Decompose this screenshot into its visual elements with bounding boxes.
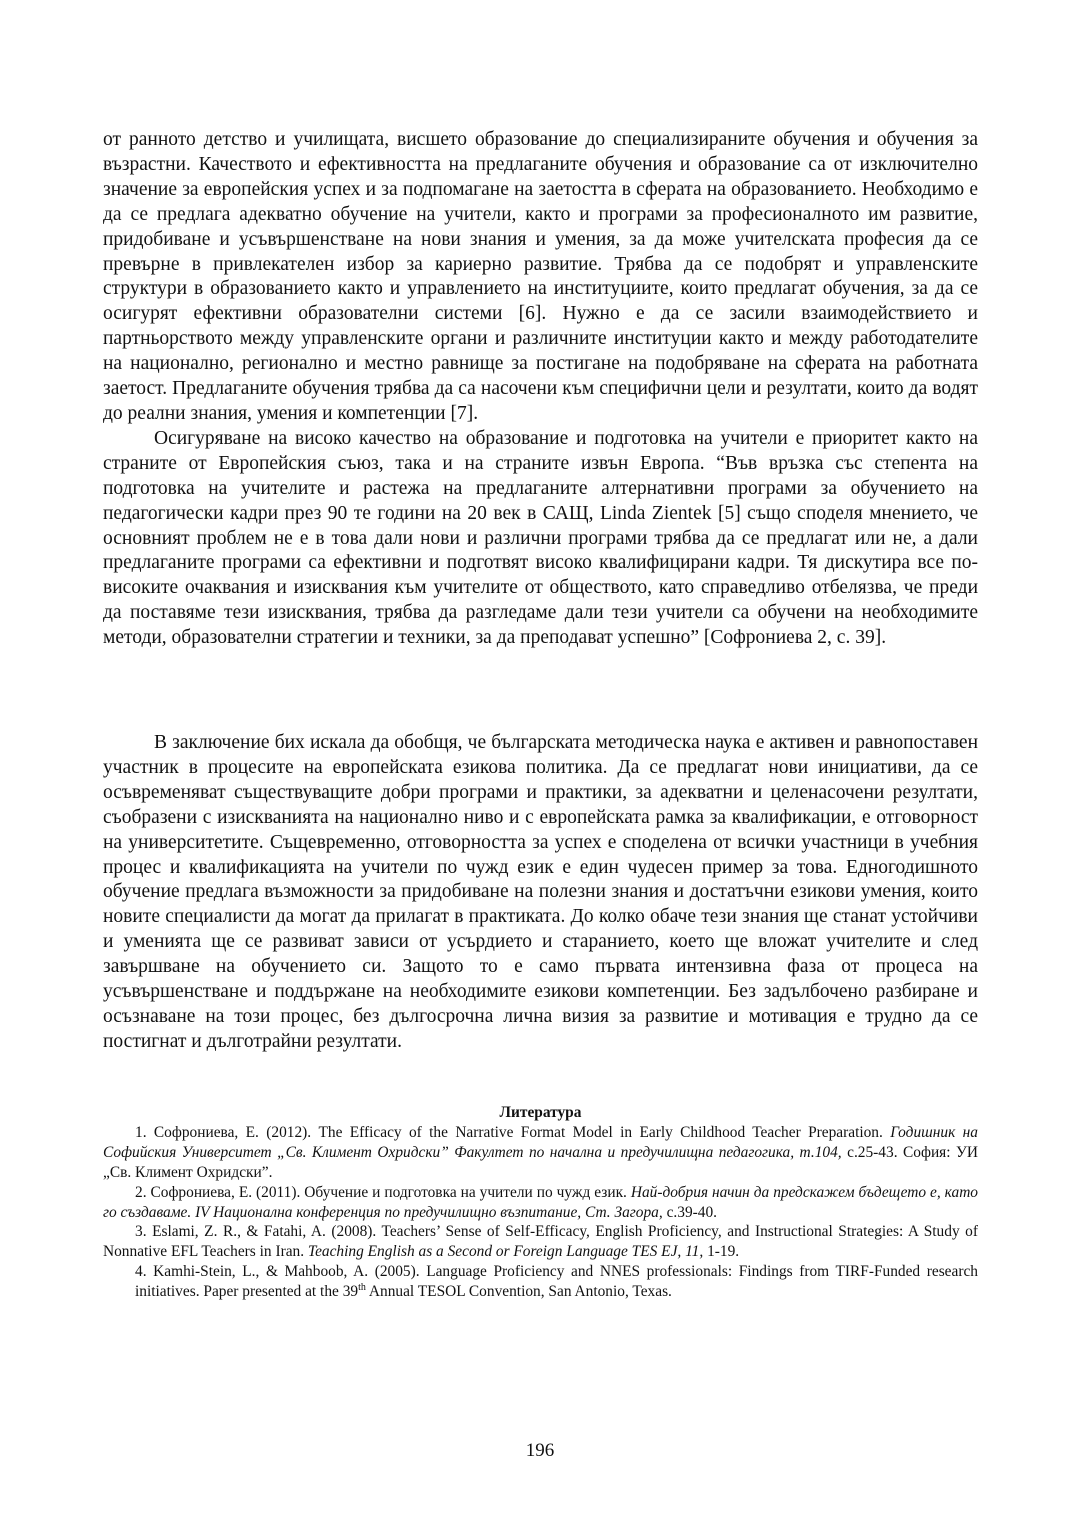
paragraph-1: от ранното детство и училищата, висшето образование до специализираните обучения и обучения за възрастни. Качеството и ефективността на предлаганите обучения и образование са от изключително значение за европейския успех и за подпомагане на заетостта в сферата на образованието. Необходимо е да се предлага адекватно обучение на учители, както и програми за професионалното им развитие, придобиване и усъвършенстване на нови знания и умения, за да може учителската професия да се превърне в привлекателен избор за кариерно развитие. Трябва да се подобрят и управленските структури в образованието както и управлението на институциите, които предлагат обучения, за да се осигурят ефективни образователни системи [6]. Нужно е да се засили взаимодействието и партньорството между управленските органи и различните институции както и между работодателите на национално, регионално и местно равнище за постигане на подобряване на сферата на работната заетост. Предлаганите обучения трябва да са насочени към специфични цели и резултати, които да водят до реални знания, умения и компетенции [7]. xyxy=(103,129,978,424)
conclusion-text xyxy=(103,731,978,1055)
reference-3-source: Teaching English as a Second or Foreign Language TES EJ, 11, xyxy=(307,1243,704,1261)
references-heading: Литература xyxy=(499,1104,582,1121)
paragraph-2: Осигуряване на високо качество на образование и подготовка на учители е приоритет както на страните от Европейския съюз, така и на страните извън Европа. “Във връзка със степента на подготовка на учителите и растежа на предлаганите алтернативни програми за обучението на педагогически кадри през 90 те години на 20 век в САЩ, Linda Zientek [5] също споделя мнението, че основният проблем не е в това дали нови и различни програми трябва да се предлагат или не, а дали предлаганите програми са ефективни и подготвят високо квалифицирани кадри. Тя дискутира все по-високите очаквания и изисквания към учителите от обществото, като справедливо отбелязва, че преди да поставяме тези изисквания, трябва да разгледаме дали тези учители са обучени на необходимите методи, образователни стратегии и техники, за да преподават успешно” [Софрониева 2, с. 39]. xyxy=(103,427,978,649)
reference-3-tail: 1-19. xyxy=(703,1243,740,1261)
reference-1-tail: с.25-43. София: УИ „Св. Климент Охридски”. xyxy=(103,1143,978,1181)
references-section xyxy=(103,1103,978,1302)
reference-2-source: Най-добрия начин да предскажем бъдещето е, като го създаваме. IV Национална конференция по предучилищно възпитание, Ст. Загора, xyxy=(103,1183,978,1221)
reference-4-text: 4. Kamhi-Stein, L., & Mahboob, A. (2005). Language Proficiency and NNES professionals: Findings from TIRF-Funded research initiatives. Paper presented at the 39 xyxy=(135,1263,978,1301)
page-number: 196 xyxy=(525,1440,555,1461)
paragraph-3: В заключение бих искала да обобщя, че българската методическа наука е активен и равнопоставен участник в процесите на европейската езикова политика. Да се предлагат нови инициативи, да се осъвременяват съществуващите добри програми и практики, за адекватни и целенасочени резултати, съобразени с изискванията на националнo ниво и с европейската рамка за квалификации, е отговорност на университетите. Същевременно, отговорността за успех е споделена от всички участници в учебния процес и квалификацията на учители по чужд език е един чудесен пример за това. Едногодишното обучение предлага възможности за придобиване на полезни знания и достатъчни езикови умения, които новите специалисти да могат да прилагат в практиката. До колко обаче тези знания ще станат устойчиви и уменията ще се развиват зависи от усърдието и старанието, което ще вложат учителите и след завършване на обучението си. Защото то е само първата интензивна фаза от процеса на усъвършенстване и поддържане на необходимите езикови компетенции. Без задълбочено разбиране и осъзнаване на този процес, без дългосрочна лична визия за развитие и мотивация е трудно да се постигнат и дълготрайни резултати. xyxy=(103,732,978,1052)
main-text xyxy=(103,128,978,651)
reference-item xyxy=(103,1222,978,1262)
reference-1-source: Годишник на Софийския Университет „Св. Климент Охридски” Факултет по начална и предучилищна педагогика, т.104, xyxy=(103,1123,978,1161)
reference-3-text: 3. Eslami, Z. R., & Fatahi, A. (2008). Teachers’ Sense of Self-Efficacy, English Proficiency, and Instructional Strategies: A Study of Nonnative EFL Teachers in Iran. xyxy=(103,1223,978,1261)
reference-item xyxy=(103,1183,978,1223)
reference-item xyxy=(103,1262,978,1302)
reference-item xyxy=(103,1123,978,1183)
reference-4-superscript: th xyxy=(358,1282,366,1294)
reference-4-tail: Annual TESOL Convention, San Antonio, Texas. xyxy=(365,1283,672,1301)
reference-2-text: 2. Софрониева, Е. (2011). Обучение и подготовка на учители по чужд език. xyxy=(135,1183,631,1201)
reference-2-tail: с.39-40. xyxy=(662,1203,717,1221)
reference-1-text: 1. Софрониева, Е. (2012). The Efficacy of the Narrative Format Model in Early Childhood Teacher Preparation. xyxy=(135,1123,891,1141)
